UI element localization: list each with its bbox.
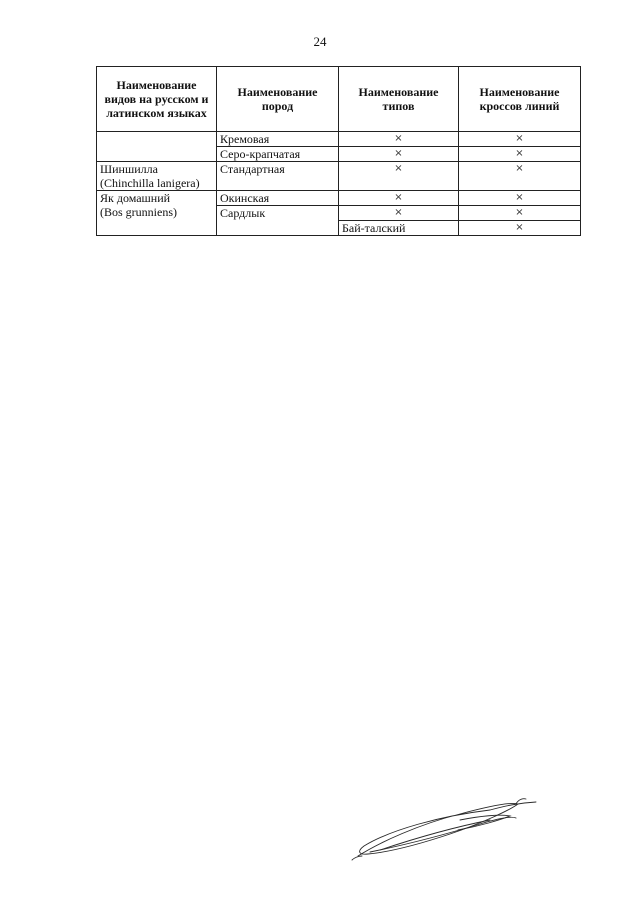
type-cell: Бай-талский xyxy=(339,221,459,236)
type-cell: × xyxy=(339,162,459,191)
species-cell xyxy=(97,162,217,191)
signature xyxy=(340,790,550,870)
species-name-latin: (Chinchilla lanigera) xyxy=(100,176,200,190)
breed-cell: Стандартная xyxy=(217,162,339,191)
cross-cell: × xyxy=(459,221,581,236)
species-name-ru: Як домашний xyxy=(100,191,171,205)
page-number: 24 xyxy=(313,34,327,49)
table-row xyxy=(97,132,581,147)
species-cell-empty xyxy=(97,132,217,162)
header-species: Наименование видов на русском и латинском языках xyxy=(97,67,217,132)
header-breeds: Наименование пород xyxy=(217,67,339,132)
type-cell: × xyxy=(339,132,459,147)
species-name-latin: (Bos grunniens) xyxy=(100,205,177,219)
breeds-table xyxy=(96,66,581,236)
breed-cell: Кремовая xyxy=(217,132,339,147)
breed-cell: Сардлык xyxy=(217,206,339,236)
species-cell xyxy=(97,191,217,236)
type-cell: × xyxy=(339,191,459,206)
table-header-row xyxy=(97,67,581,132)
header-crosses: Наименование кроссов линий xyxy=(459,67,581,132)
table-row xyxy=(97,191,581,206)
type-cell: × xyxy=(339,206,459,221)
cross-cell: × xyxy=(459,162,581,191)
cross-cell: × xyxy=(459,147,581,162)
breed-cell: Окинская xyxy=(217,191,339,206)
type-cell: × xyxy=(339,147,459,162)
table-row xyxy=(97,162,581,191)
species-name-ru: Шиншилла xyxy=(100,162,158,176)
cross-cell: × xyxy=(459,206,581,221)
header-types: Наименование типов xyxy=(339,67,459,132)
breed-cell: Серо-крапчатая xyxy=(217,147,339,162)
cross-cell: × xyxy=(459,191,581,206)
cross-cell: × xyxy=(459,132,581,147)
